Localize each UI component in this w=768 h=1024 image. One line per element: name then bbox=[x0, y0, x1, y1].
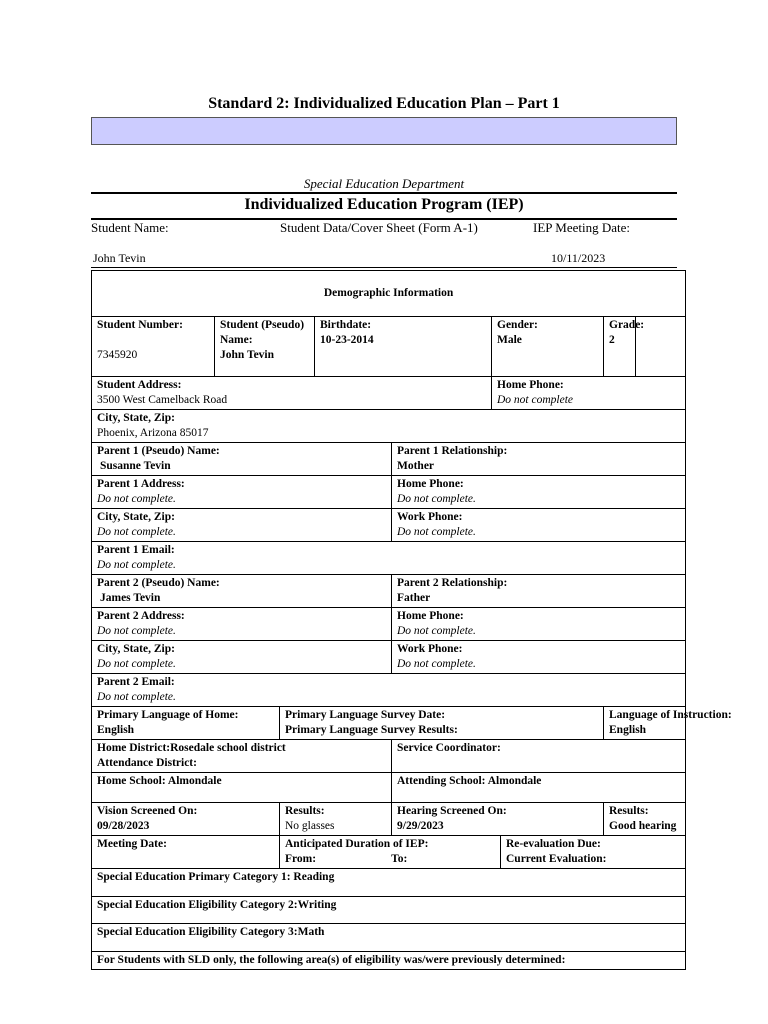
student-name-value: John Tevin bbox=[93, 251, 146, 265]
student-number-value: 7345920 bbox=[97, 349, 138, 361]
language-survey-cell bbox=[280, 707, 604, 740]
primary-category-1: Special Education Primary Category 1: Reading bbox=[92, 869, 686, 897]
pseudo-name-label-1: Student (Pseudo) bbox=[220, 319, 305, 331]
parent1-work-phone-value: Do not complete. bbox=[397, 526, 476, 538]
parent2-relationship-cell bbox=[392, 575, 686, 608]
parent1-work-phone-label: Work Phone: bbox=[397, 511, 463, 523]
parent1-email-cell bbox=[92, 542, 686, 575]
parent1-name-label: Parent 1 (Pseudo) Name: bbox=[97, 445, 220, 457]
parent2-work-phone-value: Do not complete. bbox=[397, 658, 476, 670]
vision-screened-value: 09/28/2023 bbox=[97, 820, 150, 832]
primary-language-home-label: Primary Language of Home: bbox=[97, 709, 239, 721]
pseudo-name-label-2: Name: bbox=[220, 334, 253, 346]
hearing-results-cell bbox=[604, 803, 686, 836]
eligibility-category-3: Special Education Eligibility Category 3:Math bbox=[92, 924, 686, 952]
home-phone-label: Home Phone: bbox=[497, 379, 564, 391]
vision-results-cell bbox=[280, 803, 392, 836]
attending-school: Attending School: Almondale bbox=[392, 773, 686, 803]
parent2-address-label: Parent 2 Address: bbox=[97, 610, 185, 622]
grade-cell bbox=[604, 317, 645, 377]
parent1-email-value: Do not complete. bbox=[97, 559, 176, 571]
gender-value: Male bbox=[497, 334, 522, 346]
reevaluation-label: Re-evaluation Due: bbox=[506, 838, 601, 850]
student-number-cell bbox=[92, 317, 215, 377]
meeting-date-value: 10/11/2023 bbox=[551, 251, 606, 265]
birthdate-cell bbox=[315, 317, 492, 377]
demographic-form bbox=[91, 270, 732, 970]
address-value: 3500 West Camelback Road bbox=[97, 394, 228, 406]
address-cell bbox=[92, 377, 492, 410]
parent2-name-value: James Tevin bbox=[100, 592, 161, 604]
duration-label: Anticipated Duration of IEP: bbox=[285, 838, 429, 850]
primary-language-home-value: English bbox=[97, 724, 135, 736]
home-district: Home District:Rosedale school district bbox=[97, 742, 286, 754]
language-survey-date-label: Primary Language Survey Date: bbox=[285, 709, 446, 721]
duration-from: From: bbox=[285, 853, 317, 865]
parent2-email-value: Do not complete. bbox=[97, 691, 176, 703]
parent2-home-phone-cell bbox=[392, 608, 686, 641]
language-instruction-value: English bbox=[609, 724, 647, 736]
parent1-relationship-label: Parent 1 Relationship: bbox=[397, 445, 508, 457]
student-name-label: Student Name: bbox=[91, 220, 169, 235]
duration-cell bbox=[280, 836, 501, 869]
parent1-home-phone-cell bbox=[392, 476, 686, 509]
parent1-name-value: Susanne Tevin bbox=[100, 460, 171, 472]
primary-language-home-cell bbox=[92, 707, 280, 740]
parent2-home-phone-label: Home Phone: bbox=[397, 610, 464, 622]
parent1-city-value: Do not complete. bbox=[97, 526, 176, 538]
parent1-email-label: Parent 1 Email: bbox=[97, 544, 175, 556]
duration-range bbox=[285, 852, 495, 867]
attendance-district: Attendance District: bbox=[97, 757, 197, 769]
parent1-home-phone-label: Home Phone: bbox=[397, 478, 464, 490]
parent1-city-label: City, State, Zip: bbox=[97, 511, 175, 523]
vision-screened-label: Vision Screened On: bbox=[97, 805, 198, 817]
parent1-address-value: Do not complete. bbox=[97, 493, 176, 505]
birthdate-value: 10-23-2014 bbox=[320, 334, 374, 346]
parent2-work-phone-cell bbox=[392, 641, 686, 674]
language-instruction-cell bbox=[604, 707, 732, 740]
parent1-address-label: Parent 1 Address: bbox=[97, 478, 185, 490]
demographic-heading: Demographic Information bbox=[92, 271, 686, 317]
vision-results-label: Results: bbox=[285, 805, 325, 817]
title-band bbox=[91, 117, 677, 145]
parent2-address-value: Do not complete. bbox=[97, 625, 176, 637]
parent2-city-label: City, State, Zip: bbox=[97, 643, 175, 655]
home-phone-cell bbox=[492, 377, 686, 410]
vision-results-value: No glasses bbox=[285, 820, 335, 832]
eligibility-category-2: Special Education Eligibility Category 2:Writing bbox=[92, 897, 686, 924]
hearing-cell bbox=[392, 803, 604, 836]
parent2-address-cell bbox=[92, 608, 392, 641]
service-coordinator: Service Coordinator: bbox=[392, 740, 686, 773]
parent1-address-cell bbox=[92, 476, 392, 509]
parent2-email-cell bbox=[92, 674, 686, 707]
birthdate-label: Birthdate: bbox=[320, 319, 372, 331]
cover-sheet-label: Student Data/Cover Sheet (Form A-1) bbox=[280, 220, 478, 235]
parent1-name-cell bbox=[92, 443, 392, 476]
parent1-relationship-value: Mother bbox=[397, 460, 435, 472]
parent1-city-cell bbox=[92, 509, 392, 542]
pseudo-name-value: John Tevin bbox=[220, 349, 275, 361]
parent2-relationship-label: Parent 2 Relationship: bbox=[397, 577, 508, 589]
hearing-results-value: Good hearing bbox=[609, 820, 677, 832]
parent2-city-cell bbox=[92, 641, 392, 674]
parent2-city-value: Do not complete. bbox=[97, 658, 176, 670]
grade-value: 2 bbox=[609, 334, 615, 346]
city-cell bbox=[92, 410, 686, 443]
city-value: Phoenix, Arizona 85017 bbox=[97, 427, 209, 439]
language-instruction-label: Language of Instruction: bbox=[609, 709, 732, 721]
meeting-date-label: IEP Meeting Date: bbox=[533, 220, 630, 235]
pseudo-name-cell bbox=[215, 317, 315, 377]
vision-cell bbox=[92, 803, 280, 836]
program-title: Individualized Education Program (IEP) bbox=[244, 196, 524, 213]
parent2-name-label: Parent 2 (Pseudo) Name: bbox=[97, 577, 220, 589]
home-school: Home School: Almondale bbox=[92, 773, 392, 803]
parent2-relationship-value: Father bbox=[397, 592, 431, 604]
reevaluation-cell bbox=[501, 836, 686, 869]
parent2-email-label: Parent 2 Email: bbox=[97, 676, 175, 688]
sld-eligibility-note: For Students with SLD only, the following area(s) of eligibility was/were previously determined: bbox=[92, 952, 686, 970]
parent2-name-cell bbox=[92, 575, 392, 608]
address-label: Student Address: bbox=[97, 379, 182, 391]
student-number-label: Student Number: bbox=[97, 319, 183, 331]
current-evaluation-label: Current Evaluation: bbox=[506, 853, 607, 865]
parent2-work-phone-label: Work Phone: bbox=[397, 643, 463, 655]
meeting-date-cell: Meeting Date: bbox=[92, 836, 280, 869]
parent2-home-phone-value: Do not complete. bbox=[397, 625, 476, 637]
hearing-screened-value: 9/29/2023 bbox=[397, 820, 444, 832]
home-phone-value: Do not complete bbox=[497, 394, 574, 406]
city-label: City, State, Zip: bbox=[97, 412, 175, 424]
grade-label: Grade: bbox=[609, 319, 645, 331]
hearing-results-label: Results: bbox=[609, 805, 649, 817]
gender-label: Gender: bbox=[497, 319, 538, 331]
language-survey-results-label: Primary Language Survey Results: bbox=[285, 724, 458, 736]
district-cell bbox=[92, 740, 392, 773]
gender-cell bbox=[492, 317, 604, 377]
parent1-home-phone-value: Do not complete. bbox=[397, 493, 476, 505]
page-title: Standard 2: Individualized Education Plan – Part 1 bbox=[208, 95, 560, 112]
parent1-work-phone-cell bbox=[392, 509, 686, 542]
divider-bottom bbox=[91, 267, 677, 268]
department-name: Special Education Department bbox=[303, 176, 465, 191]
hearing-screened-label: Hearing Screened On: bbox=[397, 805, 507, 817]
parent1-relationship-cell bbox=[392, 443, 686, 476]
duration-to: To: bbox=[391, 853, 408, 865]
divider-top bbox=[91, 192, 677, 194]
